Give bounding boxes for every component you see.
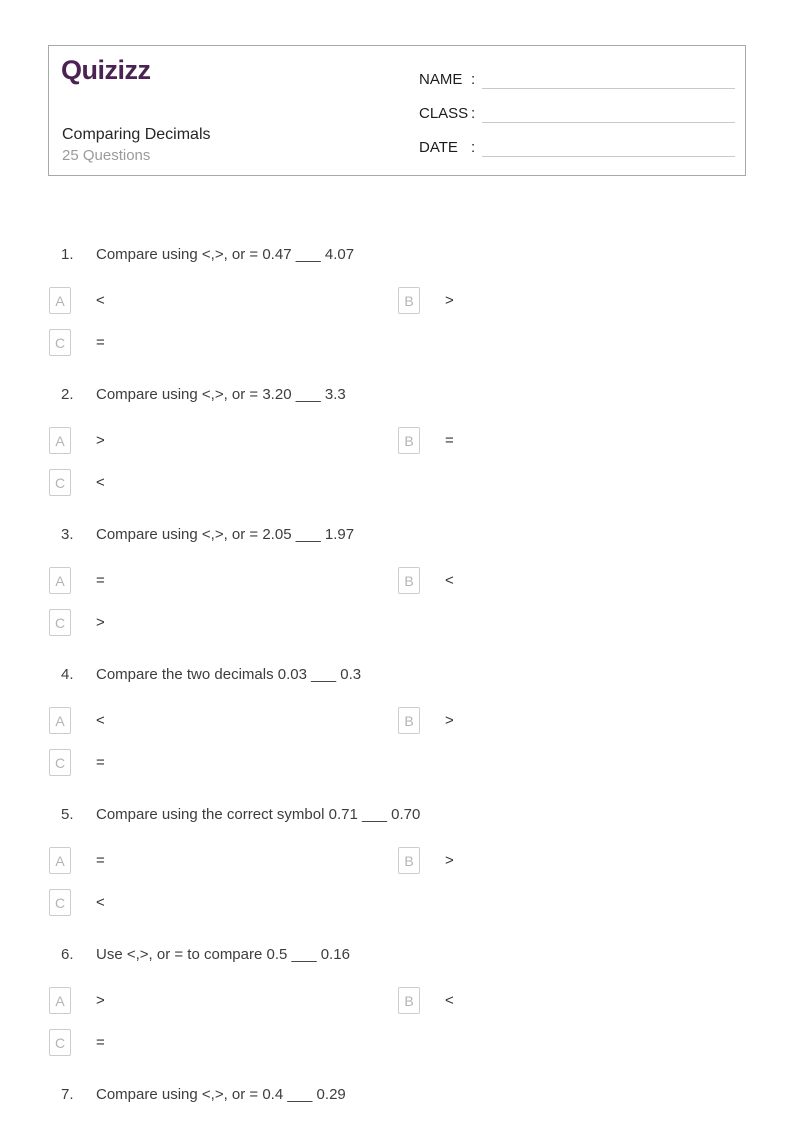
option-b-checkbox[interactable]: B [398, 287, 420, 314]
option-c [49, 889, 398, 931]
option-c [49, 329, 398, 371]
option-b [398, 427, 454, 469]
option-a-checkbox[interactable]: A [49, 847, 71, 874]
option-c [49, 1029, 398, 1071]
date-field [419, 136, 735, 157]
question-text: Compare using the correct symbol 0.71 ___ 0.70 [96, 806, 421, 823]
question-text: Compare using <,>, or = 0.47 ___ 4.07 [96, 246, 355, 263]
name-field-label: NAME [419, 71, 463, 88]
option-a [49, 987, 398, 1029]
question-block-1 [49, 245, 746, 385]
option-a-text: < [96, 292, 105, 309]
option-a-text: > [96, 992, 105, 1009]
question-head [49, 525, 746, 567]
question-text: Compare using <,>, or = 2.05 ___ 1.97 [96, 526, 355, 543]
option-b [398, 707, 454, 749]
option-b-text: > [445, 712, 454, 729]
question-number: 4. [61, 666, 74, 683]
option-b-checkbox[interactable]: B [398, 567, 420, 594]
option-b [398, 987, 454, 1029]
worksheet-title: Comparing Decimals [62, 126, 211, 143]
option-c [49, 609, 398, 651]
option-c [49, 749, 398, 791]
option-row [49, 707, 746, 749]
question-block-5 [49, 805, 746, 945]
option-c-checkbox[interactable]: C [49, 889, 71, 916]
date-field-label: DATE [419, 139, 458, 156]
option-b-text: > [445, 852, 454, 869]
header-card [48, 45, 746, 176]
option-c-text: < [96, 474, 105, 491]
option-row [49, 1029, 746, 1071]
option-a [49, 567, 398, 609]
option-a [49, 847, 398, 889]
question-number: 7. [61, 1086, 74, 1103]
question-head [49, 805, 746, 847]
question-number: 2. [61, 386, 74, 403]
option-c-text: = [96, 754, 105, 771]
option-row [49, 889, 746, 931]
option-row [49, 469, 746, 511]
question-block-6 [49, 945, 746, 1085]
option-row [49, 567, 746, 609]
option-c-text: = [96, 1034, 105, 1051]
date-field-line[interactable] [482, 139, 735, 157]
option-c-text: > [96, 614, 105, 631]
question-text: Compare using <,>, or = 0.4 ___ 0.29 [96, 1086, 346, 1103]
option-b-text: < [445, 572, 454, 589]
option-row [49, 329, 746, 371]
option-a-checkbox[interactable]: A [49, 567, 71, 594]
class-field [419, 102, 735, 123]
question-head [49, 945, 746, 987]
option-c-checkbox[interactable]: C [49, 749, 71, 776]
question-number: 3. [61, 526, 74, 543]
quizizz-logo: Quizizz [61, 55, 151, 85]
question-block-3 [49, 525, 746, 665]
option-a-checkbox[interactable]: A [49, 987, 71, 1014]
option-b-checkbox[interactable]: B [398, 847, 420, 874]
option-a [49, 707, 398, 749]
question-head [49, 665, 746, 707]
option-a-checkbox[interactable]: A [49, 427, 71, 454]
option-a-text: = [96, 852, 105, 869]
option-c-text: < [96, 894, 105, 911]
question-count: 25 Questions [62, 147, 151, 164]
option-b-checkbox[interactable]: B [398, 987, 420, 1014]
option-b [398, 847, 454, 889]
question-text: Compare the two decimals 0.03 ___ 0.3 [96, 666, 362, 683]
question-list [49, 245, 746, 1123]
option-c-checkbox[interactable]: C [49, 329, 71, 356]
question-head [49, 245, 746, 287]
option-a-text: = [96, 572, 105, 589]
question-text: Compare using <,>, or = 3.20 ___ 3.3 [96, 386, 346, 403]
option-b [398, 287, 454, 329]
option-a-checkbox[interactable]: A [49, 287, 71, 314]
option-c-checkbox[interactable]: C [49, 609, 71, 636]
option-b-checkbox[interactable]: B [398, 427, 420, 454]
option-b-text: = [445, 432, 454, 449]
option-a [49, 287, 398, 329]
option-c-text: = [96, 334, 105, 351]
option-c-checkbox[interactable]: C [49, 1029, 71, 1056]
question-head [49, 1085, 746, 1123]
name-field-colon: : [471, 71, 476, 88]
question-block-4 [49, 665, 746, 805]
option-a-text: > [96, 432, 105, 449]
question-number: 6. [61, 946, 74, 963]
option-a-text: < [96, 712, 105, 729]
option-row [49, 609, 746, 651]
question-block-2 [49, 385, 746, 525]
option-c [49, 469, 398, 511]
name-field-line[interactable] [482, 71, 735, 89]
question-text: Use <,>, or = to compare 0.5 ___ 0.16 [96, 946, 350, 963]
option-b-text: > [445, 292, 454, 309]
question-number: 5. [61, 806, 74, 823]
class-field-colon: : [471, 105, 476, 122]
option-row [49, 987, 746, 1029]
option-b [398, 567, 454, 609]
name-field [419, 68, 735, 89]
class-field-line[interactable] [482, 105, 735, 123]
option-a [49, 427, 398, 469]
option-b-checkbox[interactable]: B [398, 707, 420, 734]
question-head [49, 385, 746, 427]
option-row [49, 427, 746, 469]
option-b-text: < [445, 992, 454, 1009]
class-field-label: CLASS [419, 105, 469, 122]
option-row [49, 847, 746, 889]
option-a-checkbox[interactable]: A [49, 707, 71, 734]
date-field-colon: : [471, 139, 476, 156]
option-row [49, 749, 746, 791]
question-number: 1. [61, 246, 74, 263]
question-block-7 [49, 1085, 746, 1123]
option-row [49, 287, 746, 329]
option-c-checkbox[interactable]: C [49, 469, 71, 496]
